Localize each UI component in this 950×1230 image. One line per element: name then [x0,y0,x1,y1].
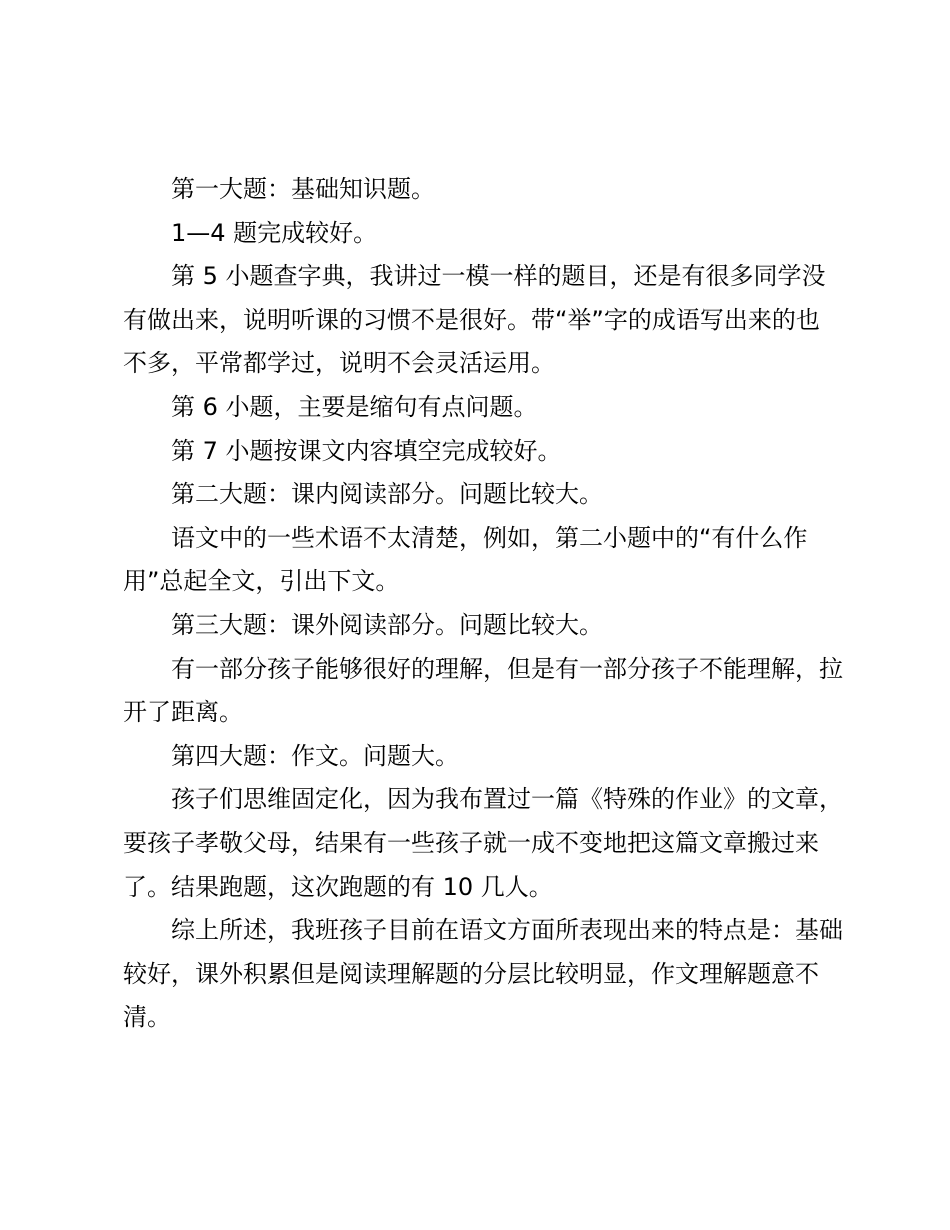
paragraph-summary: 综上所述，我班孩子目前在语文方面所表现出来的特点是：基础较好，课外积累但是阅读理解题的分层比较明显，作文理解题意不清。 [123,916,843,1032]
paragraph-section-3-detail: 有一部分孩子能够很好的理解，但是有一部分孩子不能理解，拉开了距离。 [123,654,843,727]
paragraph-section-3-heading: 第三大题：课外阅读部分。问题比较大。 [171,610,603,639]
paragraph-question-6: 第 6 小题，主要是缩句有点问题。 [171,392,538,421]
paragraph-section-4-detail: 孩子们思维固定化，因为我布置过一篇《特殊的作业》的文章，要孩子孝敬父母，结果有一些孩子就一成不变地把这篇文章搬过来了。结果跑题，这次跑题的有 10 几人。 [123,785,843,901]
paragraph-question-7: 第 7 小题按课文内容填空完成较好。 [171,436,562,465]
paragraph-questions-1-4: 1—4 题完成较好。 [171,218,378,247]
paragraph-section-1-heading: 第一大题：基础知识题。 [171,175,435,203]
paragraph-question-5: 第 5 小题查字典，我讲过一模一样的题目，还是有很多同学没有做出来，说明听课的习惯不是很好。带“举”字的成语写出来的也不多，平常都学过，说明不会灵活运用。 [123,262,826,378]
paragraph-section-2-heading: 第二大题：课内阅读部分。问题比较大。 [171,480,603,509]
document-body [123,168,843,1040]
paragraph-section-2-detail: 语文中的一些术语不太清楚，例如，第二小题中的“有什么作用”总起全文，引出下文。 [123,523,808,596]
paragraph-section-4-heading: 第四大题：作文。问题大。 [171,741,459,770]
